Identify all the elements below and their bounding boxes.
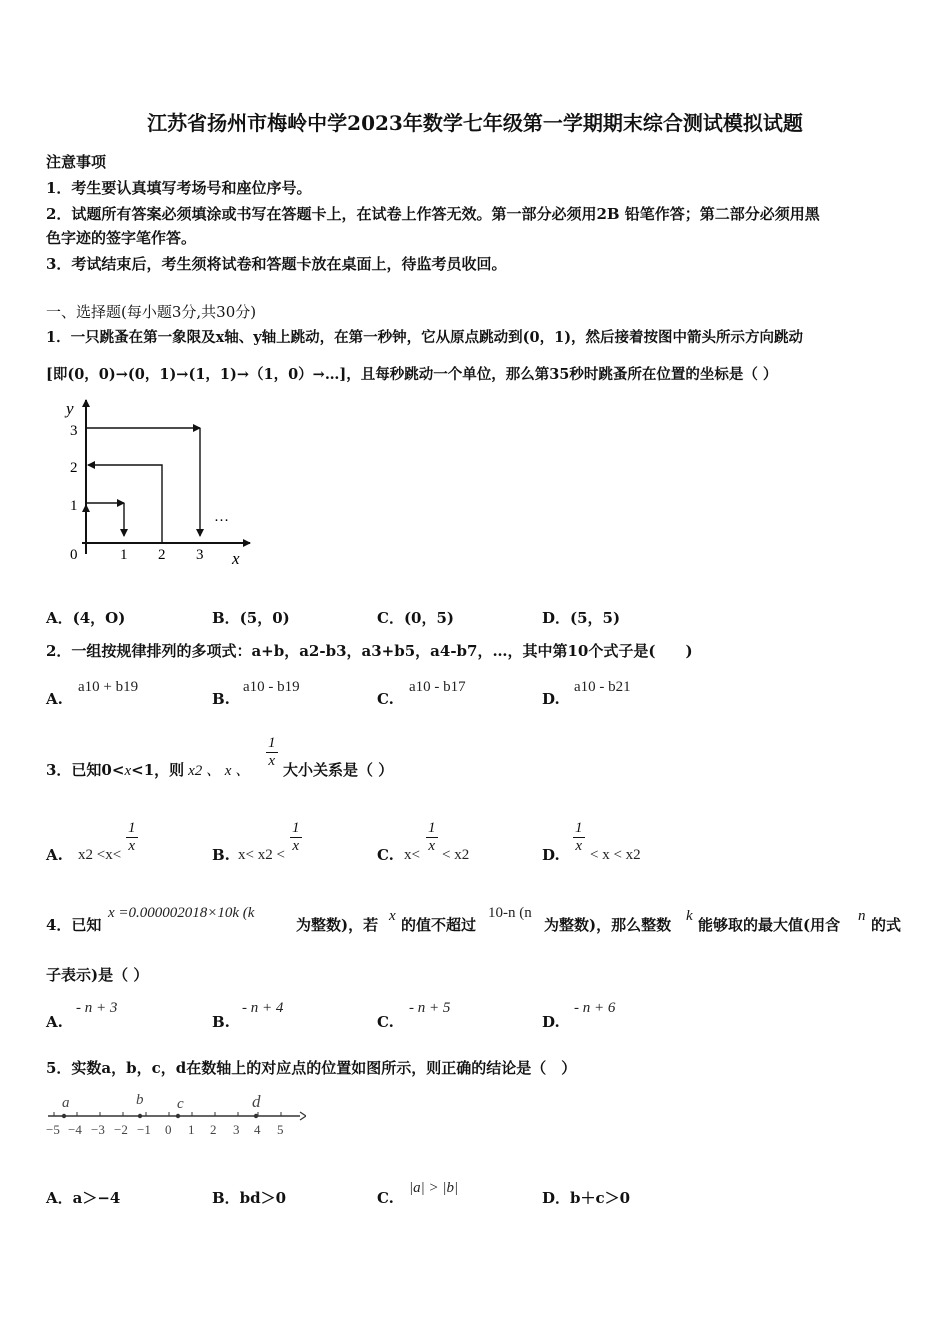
q3-option-c-letter[interactable]: C.	[377, 846, 394, 864]
x-tick: 3	[196, 547, 204, 563]
q3-option-a-letter[interactable]: A.	[46, 846, 63, 864]
q3-option-d-letter[interactable]: D.	[542, 846, 560, 864]
q1-option-d[interactable]: D．(5，5)	[542, 609, 621, 627]
tick-label: 1	[188, 1122, 195, 1137]
notice-item: 3．考试结束后，考生须将试卷和答题卡放在桌面上，待监考员收回。	[46, 255, 507, 273]
q5-option-a[interactable]: A．a＞−4	[46, 1189, 121, 1207]
page-title: 江苏省扬州市梅岭中学2023年数学七年级第一学期期末综合测试模拟试题	[147, 111, 803, 135]
tick-label: 4	[254, 1122, 261, 1137]
notice-item: 2．试题所有答案必须填涂或书写在答题卡上，在试卷上作答无效。第一部分必须用2B 铅笔作答；第二部分必须用黑	[46, 205, 820, 223]
q2-stem: 2．一组按规律排列的多项式：a+b，a2-b3，a3+b5，a4-b7，…，其中第10个式子是( )	[46, 642, 693, 660]
tick-label: −2	[114, 1122, 128, 1137]
y-axis-label: y	[66, 399, 74, 418]
section-heading: 一、选择题(每小题3分,共30分)	[46, 303, 257, 321]
point-b: b	[136, 1092, 144, 1108]
tick-label: 5	[277, 1122, 284, 1137]
q4-p5: 的式	[871, 916, 902, 934]
notice-item: 色字迹的签字笔作答。	[46, 229, 197, 247]
q4-var-k: k	[686, 908, 693, 924]
q2-option-c-letter[interactable]: C.	[377, 690, 394, 708]
tick-label: −3	[91, 1122, 105, 1137]
q4-lead: 4．已知	[46, 916, 102, 934]
q2-option-a-expr[interactable]: a10 + b19	[78, 679, 139, 695]
q1-option-a[interactable]: A．(4，O)	[46, 609, 126, 627]
q5-number-line	[44, 1088, 306, 1144]
q2-option-c-expr[interactable]: a10 - b17	[409, 679, 466, 695]
x-tick: 1	[120, 547, 128, 563]
q4-p3: 为整数)，那么整数	[544, 916, 672, 934]
q2-option-a-letter[interactable]: A.	[46, 690, 63, 708]
q5-stem: 5．实数a，b，c，d在数轴上的对应点的位置如图所示，则正确的结论是（ ）	[46, 1059, 577, 1077]
q2-option-b-expr[interactable]: a10 - b19	[243, 679, 300, 695]
q4-option-b-expr[interactable]: - n + 4	[242, 1000, 284, 1016]
tick-label: −5	[46, 1122, 60, 1137]
y-tick: 1	[70, 498, 78, 514]
q5-option-d[interactable]: D．b＋c＞0	[542, 1189, 631, 1207]
y-tick: 2	[70, 460, 78, 476]
q4-option-a-letter[interactable]: A.	[46, 1013, 63, 1031]
q3-stem-pre: 3．已知0<x<1，则 x2 、 x 、	[46, 761, 251, 779]
q3-option-a-expr[interactable]: x2 <x<	[78, 847, 122, 863]
q3-option-d-expr[interactable]: < x < x2	[590, 847, 641, 863]
q4-option-a-expr[interactable]: - n + 3	[76, 1000, 118, 1016]
q4-p2: 的值不超过	[401, 916, 477, 934]
q3-stem-post: 大小关系是（ ）	[283, 761, 394, 779]
point-d: d	[252, 1092, 261, 1111]
notice-item: 1．考生要认真填写考场号和座位序号。	[46, 179, 312, 197]
q3-option-b-expr[interactable]: x< x2 <	[238, 847, 285, 863]
q5-option-c-expr[interactable]: |a| > |b|	[409, 1180, 459, 1196]
q5-option-c-letter[interactable]: C.	[377, 1189, 394, 1207]
q4-var-n: n	[858, 908, 866, 924]
q1-option-b[interactable]: B．(5，0)	[212, 609, 290, 627]
tick-label: 2	[210, 1122, 217, 1137]
q4-option-c-expr[interactable]: - n + 5	[409, 1000, 451, 1016]
y-tick: 3	[70, 423, 78, 439]
q2-option-b-letter[interactable]: B.	[212, 690, 230, 708]
q4-option-d-letter[interactable]: D.	[542, 1013, 560, 1031]
notice-heading: 注意事项	[46, 153, 107, 171]
q4-var-x: x	[389, 908, 396, 924]
q2-option-d-letter[interactable]: D.	[542, 690, 560, 708]
q4-stem-line2: 子表示)是（ ）	[46, 966, 149, 984]
q3-option-c-expr-2[interactable]: < x2	[442, 847, 470, 863]
q4-p1: 为整数)，若	[296, 916, 379, 934]
q1-stem-line1: 1．一只跳蚤在第一象限及x轴、y轴上跳动，在第一秒钟，它从原点跳动到(0，1)，然后接着按图中箭头所示方向跳动	[46, 329, 804, 346]
q4-expr: x =0.000002018×10k (k	[108, 905, 255, 921]
q3-option-c-frac: $\frac{1}{x}$	[428, 820, 436, 854]
q4-option-d-expr[interactable]: - n + 6	[574, 1000, 616, 1016]
q1-jump-figure	[58, 394, 258, 574]
x-tick: 2	[158, 547, 166, 563]
point-a: a	[62, 1095, 70, 1111]
tick-label: −4	[68, 1122, 82, 1137]
q3-option-b-frac: $\frac{1}{x}$	[292, 820, 300, 854]
q3-option-a-frac: $\frac{1}{x}$	[128, 820, 136, 854]
q3-fraction: $\frac{1}{x}$	[268, 735, 276, 769]
q4-p4: 能够取的最大值(用含	[698, 916, 841, 934]
tick-label: −1	[137, 1122, 151, 1137]
point-c: c	[177, 1096, 184, 1112]
q5-option-b[interactable]: B．bd＞0	[212, 1189, 287, 1207]
q4-option-c-letter[interactable]: C.	[377, 1013, 394, 1031]
q1-stem-line2: [即(0，0)→(0，1)→(1，1)→（1，0）→…]，且每秒跳动一个单位，那么第35秒时跳蚤所在位置的坐标是（ ）	[46, 366, 778, 383]
q3-option-b-letter[interactable]: B.	[212, 846, 230, 864]
ellipsis: …	[214, 509, 229, 525]
q1-option-c[interactable]: C．(0，5)	[377, 609, 455, 627]
q2-option-d-expr[interactable]: a10 - b21	[574, 679, 631, 695]
q3-option-c-expr-1[interactable]: x<	[404, 847, 420, 863]
q4-expr2: 10-n (n	[488, 905, 532, 921]
tick-label: 0	[165, 1122, 172, 1137]
tick-label: 3	[233, 1122, 240, 1137]
q4-option-b-letter[interactable]: B.	[212, 1013, 230, 1031]
q3-option-d-frac: $\frac{1}{x}$	[575, 820, 583, 854]
x-tick: 0	[70, 547, 78, 563]
x-axis-label: x	[232, 549, 240, 568]
